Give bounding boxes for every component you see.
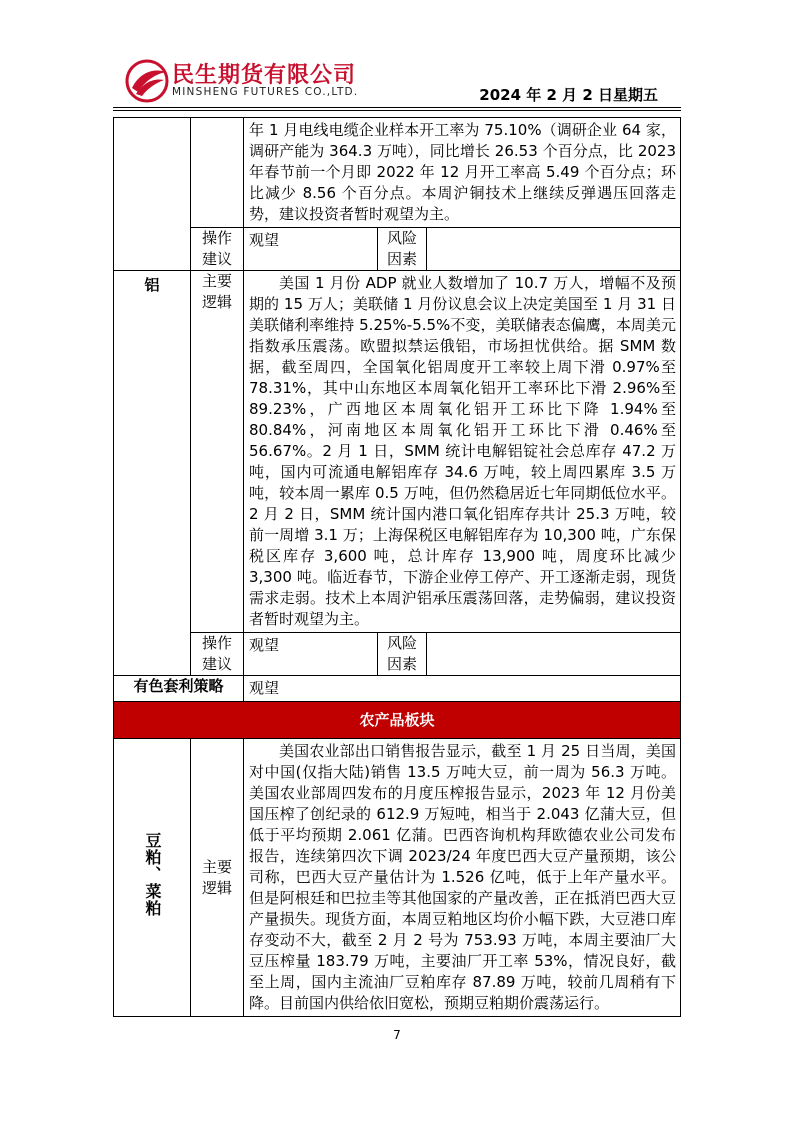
page-number: 7 — [393, 1028, 401, 1042]
report-date: 2024 年 2 月 2 日星期五 — [479, 86, 658, 104]
soymeal-logic-text — [244, 739, 681, 1017]
copper-logic-row — [114, 118, 681, 228]
soymeal-logic-label: 主要 逻辑 — [191, 739, 244, 1017]
strategy-table — [113, 117, 681, 1017]
copper-logic-label-cell — [191, 118, 244, 228]
copper-op-row — [114, 228, 681, 271]
copper-risk-value — [427, 228, 681, 271]
copper-category-cell — [114, 118, 191, 271]
soymeal-category-cell — [114, 739, 191, 1017]
aluminum-risk-label: 风险 因素 — [378, 633, 427, 676]
aluminum-risk-value — [427, 633, 681, 676]
soymeal-logic-row — [114, 739, 681, 1017]
aluminum-op-row — [114, 633, 681, 676]
aluminum-op-label: 操作 建议 — [191, 633, 244, 676]
agri-section-row — [114, 702, 681, 739]
aluminum-logic-text — [244, 271, 681, 633]
company-logo — [124, 58, 364, 104]
company-name-cn: 民生期货有限公司 — [172, 63, 357, 88]
header-divider — [113, 107, 681, 108]
arbitrage-label: 有色套利策略 — [114, 676, 244, 702]
aluminum-op-value: 观望 — [244, 633, 378, 676]
arbitrage-value: 观望 — [244, 676, 681, 702]
soymeal-category: 豆粕、菜粕 — [143, 832, 162, 917]
copper-logic-paragraph: 年 1 月电线电缆企业样本开工率为 75.10%（调研企业 64 家，调研产能为 364.3 万吨），同比增长 26.53 个百分点，比 2023 年春节前一个月即 2022 年 12 月开工率高 5.49 个百分点；环比减少 8.56 个百分点。本周沪铜技术上继续反弹遇压回落走势，建议投资者暂时观望为主。 — [249, 121, 676, 223]
aluminum-logic-label: 主要 逻辑 — [191, 271, 244, 633]
aluminum-logic-paragraph: 美国 1 月份 ADP 就业人数增加了 10.7 万人，增幅不及预期的 15 万人；美联储 1 月份议息会议上决定美国至 1 月 31 日美联储利率维持 5.25%-5.5%不变，美联储表态偏鹰，本周美元指数承压震荡。欧盟拟禁运俄铝，市场担忧供给。据 SMM 数据，截至周四，全国氧化铝周度开工率较上周下滑 0.97%至 78.31%，其中山东地区本周氧化铝开工率环比下滑 2.96%至 89.23%，广西地区本周氧化铝开工环比下降 1.94%至 80.84%，河南地区本周氧化铝开工环比下滑 0.46%至 56.67%。2 月 1 日，SMM 统计电解铝锭社会总库存 47.2 万吨，国内可流通电解铝库存 34.6 万吨，较上周四累库 3.5 万吨，较本周一累库 0.5 万吨，但仍然稳居近七年同期低位水平。2 月 2 日，SMM 统计国内港口氧化铝库存共计 25.3 万吨，较前一周增 3.1 万；上海保税区电解铝库存为 10,300 吨，广东保税区库存 3,600 吨，总计库存 13,900 吨，周度环比减少 3,300 吨。临近春节，下游企业停工停产、开工逐渐走弱，现货需求走弱。技术上本周沪铝承压震荡回落，走势偏弱，建议投资者暂时观望为主。 — [249, 274, 676, 628]
minsheng-logo-icon — [124, 58, 170, 104]
company-name-en: MINSHENG FUTURES CO.,LTD. — [172, 86, 359, 98]
copper-risk-label: 风险 因素 — [378, 228, 427, 271]
aluminum-category: 铝 — [114, 271, 191, 676]
soymeal-logic-paragraph: 美国农业部出口销售报告显示，截至 1 月 25 日当周，美国对中国(仅指大陆)销售 13.5 万吨大豆，前一周为 56.3 万吨。美国农业部周四发布的月度压榨报告显示，2023 年 12 月份美国压榨了创纪录的 612.9 万短吨，相当于 2.043 亿蒲大豆，但低于平均预期 2.061 亿蒲。巴西咨询机构拜欧德农业公司发布报告，连续第四次下调 2023/24 年度巴西大豆产量预期，该公司称，巴西大豆产量估计为 1.526 亿吨，低于上年产量水平。但是阿根廷和巴拉圭等其他国家的产量改善，正在抵消巴西大豆产量损失。现货方面，本周豆粕地区均价小幅下跌，大豆港口库存变动不大，截至 2 月 2 号为 753.93 万吨，本周主要油厂大豆压榨量 183.79 万吨，主要油厂开工率 53%，情况良好，截至上周，国内主流油厂豆粕库存 87.89 万吨，较前几周稍有下降。目前国内供给依旧宽松，预期豆粕期价震荡运行。 — [249, 742, 676, 1012]
copper-op-label: 操作 建议 — [191, 228, 244, 271]
agri-section-title: 农产品板块 — [114, 702, 681, 739]
copper-op-value: 观望 — [244, 228, 378, 271]
header-divider-secondary — [113, 110, 681, 111]
copper-logic-text — [244, 118, 681, 228]
aluminum-logic-row — [114, 271, 681, 633]
arbitrage-row — [114, 676, 681, 702]
